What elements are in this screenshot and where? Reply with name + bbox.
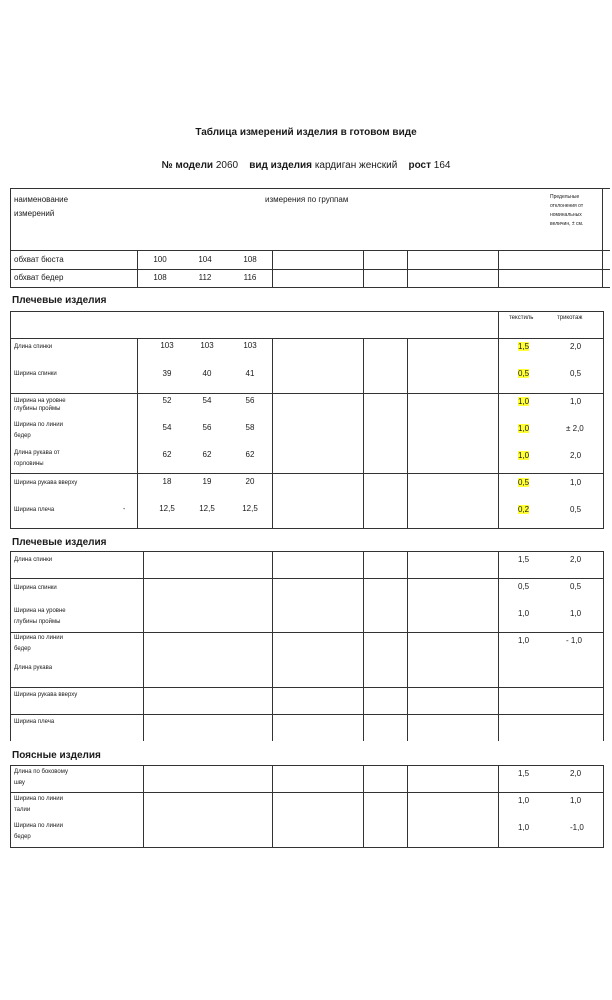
size-value: 19 — [202, 477, 212, 486]
row-label: бедер — [14, 646, 31, 652]
size-value: 62 — [162, 450, 172, 459]
textile-tolerance: 0,5 — [518, 582, 530, 591]
row-label: Ширина плеча — [14, 719, 55, 725]
table-border — [10, 632, 604, 633]
table-border — [363, 765, 364, 847]
knit-tolerance: 1,0 — [570, 478, 582, 487]
col-knit: трикотаж — [557, 315, 583, 321]
table-border — [602, 188, 603, 287]
table-border — [10, 528, 604, 529]
textile-tolerance: 1,0 — [518, 796, 530, 805]
table-border — [10, 338, 604, 339]
row-label: обхват бюста — [14, 255, 64, 264]
size-value: 12,5 — [159, 504, 175, 513]
header-tolerance-line2: отклонения от — [550, 203, 584, 209]
row-label: Ширина по линии — [14, 823, 63, 829]
size-value: 20 — [245, 477, 255, 486]
size-value: 54 — [162, 423, 172, 432]
section-title: Поясные изделия — [12, 750, 101, 761]
table-border — [363, 250, 364, 287]
textile-tolerance: 1,0 — [518, 636, 530, 645]
textile-tolerance: 0,5 — [518, 369, 530, 378]
table-border — [407, 765, 408, 847]
row-label: глубины проймы — [14, 619, 61, 625]
kind-label: вид изделия — [249, 160, 313, 171]
knit-tolerance: 1,0 — [570, 397, 582, 406]
table-border — [137, 250, 138, 287]
row-label: горловины — [14, 461, 44, 467]
table-border — [10, 311, 11, 528]
size-value: 58 — [245, 423, 255, 432]
row-label: талии — [14, 807, 31, 813]
table-border — [10, 765, 11, 847]
table-border — [10, 188, 610, 189]
row-label: Длина спинки — [14, 344, 53, 350]
textile-tolerance: 1,0 — [518, 823, 530, 832]
table-border — [10, 250, 610, 251]
section-title: Плечевые изделия — [12, 537, 107, 548]
knit-tolerance: 2,0 — [570, 342, 582, 351]
textile-tolerance: 1,0 — [518, 424, 530, 433]
textile-tolerance: 0,2 — [518, 505, 530, 514]
table-border — [498, 250, 499, 287]
textile-tolerance: 1,0 — [518, 397, 530, 406]
size-value: 104 — [198, 255, 212, 264]
table-border — [407, 338, 408, 528]
table-border — [407, 551, 408, 741]
size-value: 12,5 — [242, 504, 258, 513]
size-value: 54 — [202, 396, 212, 405]
textile-tolerance: 1,5 — [518, 769, 530, 778]
textile-tolerance: 1,5 — [518, 342, 530, 351]
model-info — [0, 160, 612, 171]
size-value: 103 — [160, 341, 174, 350]
header-name-line2: измерений — [14, 209, 55, 218]
table-border — [10, 393, 604, 394]
header-tolerance-line4: величин, ± см. — [550, 221, 584, 227]
knit-tolerance: -1,0 — [570, 823, 584, 832]
textile-tolerance: 1,0 — [518, 451, 530, 460]
size-value: 62 — [245, 450, 255, 459]
row-label: Длина рукава — [14, 665, 53, 671]
row-label: Ширина рукава вверху — [14, 480, 78, 486]
dash-mark: - — [123, 506, 126, 513]
knit-tolerance: 1,0 — [570, 796, 582, 805]
row-label: глубины проймы — [14, 406, 61, 412]
row-label: бедер — [14, 433, 31, 439]
table-border — [10, 765, 604, 766]
row-label: Длина рукава от — [14, 450, 60, 456]
textile-tolerance: 1,5 — [518, 555, 530, 564]
table-border — [603, 311, 604, 528]
row-label: Ширина по линии — [14, 422, 63, 428]
table-border — [143, 765, 144, 847]
row-label: обхват бедер — [14, 273, 64, 282]
table-border — [272, 250, 273, 287]
size-value: 18 — [162, 477, 172, 486]
row-label: Ширина по линии — [14, 796, 63, 802]
knit-tolerance: 0,5 — [570, 369, 582, 378]
row-label: Ширина на уровне — [14, 608, 66, 614]
table-border — [10, 188, 11, 287]
table-border — [498, 311, 499, 528]
size-value: 56 — [245, 396, 255, 405]
model-label: № модели — [161, 160, 214, 171]
size-value: 116 — [243, 273, 257, 282]
size-value: 62 — [202, 450, 212, 459]
size-value: 108 — [243, 255, 257, 264]
size-value: 12,5 — [199, 504, 215, 513]
table-border — [10, 792, 604, 793]
table-border — [10, 287, 610, 288]
table-border — [10, 269, 610, 270]
row-label: шву — [14, 780, 25, 786]
table-border — [272, 765, 273, 847]
knit-tolerance: 2,0 — [570, 555, 582, 564]
table-border — [10, 551, 11, 741]
size-value: 56 — [202, 423, 212, 432]
table-border — [363, 551, 364, 741]
table-border — [143, 551, 144, 741]
size-value: 39 — [162, 369, 172, 378]
height-label: рост — [408, 160, 432, 171]
header-name-line1: наименование — [14, 195, 69, 204]
row-label: бедер — [14, 834, 31, 840]
size-value: 103 — [243, 341, 257, 350]
model-value: 2060 — [215, 160, 239, 171]
table-border — [10, 311, 604, 312]
knit-tolerance: - 1,0 — [566, 636, 583, 645]
size-value: 112 — [198, 273, 212, 282]
size-value: 52 — [162, 396, 172, 405]
row-label: Ширина рукава вверху — [14, 692, 78, 698]
header-tolerance-line3: номинальных — [550, 212, 582, 218]
knit-tolerance: ± 2,0 — [566, 424, 584, 433]
table-border — [10, 847, 604, 848]
row-label: Ширина на уровне — [14, 398, 66, 404]
table-border — [10, 687, 604, 688]
table-border — [10, 473, 604, 474]
row-label: Ширина по линии — [14, 635, 63, 641]
size-value: 41 — [245, 369, 255, 378]
size-value: 103 — [200, 341, 214, 350]
table-border — [407, 250, 408, 287]
size-value: 108 — [153, 273, 167, 282]
row-label: Длина спинки — [14, 557, 53, 563]
row-label: Длина по боковому — [14, 769, 68, 775]
table-border — [603, 551, 604, 741]
table-border — [272, 338, 273, 528]
row-label: Ширина спинки — [14, 585, 57, 591]
section-title: Плечевые изделия — [12, 295, 107, 306]
table-border — [603, 765, 604, 847]
knit-tolerance: 0,5 — [570, 505, 582, 514]
table-border — [363, 338, 364, 528]
knit-tolerance: 0,5 — [570, 582, 582, 591]
knit-tolerance: 2,0 — [570, 451, 582, 460]
knit-tolerance: 1,0 — [570, 609, 582, 618]
table-border — [272, 551, 273, 741]
row-label: Ширина спинки — [14, 371, 57, 377]
row-label: Ширина плеча — [14, 507, 55, 513]
size-value: 40 — [202, 369, 212, 378]
table-border — [10, 714, 604, 715]
table-border — [10, 551, 604, 552]
col-textile: текстиль — [509, 315, 534, 321]
table-border — [10, 578, 604, 579]
header-tolerance-line1: Предельные — [550, 194, 580, 200]
height-value: 164 — [433, 160, 451, 171]
knit-tolerance: 2,0 — [570, 769, 582, 778]
size-value: 100 — [153, 255, 167, 264]
table-border — [137, 338, 138, 528]
kind-value: кардиган женский — [314, 160, 398, 171]
table-border — [498, 765, 499, 847]
textile-tolerance: 1,0 — [518, 609, 530, 618]
page-title: Таблица измерений изделия в готовом виде — [195, 127, 417, 138]
table-border — [498, 551, 499, 741]
textile-tolerance: 0,5 — [518, 478, 530, 487]
header-groups: измерения по группам — [265, 195, 349, 204]
